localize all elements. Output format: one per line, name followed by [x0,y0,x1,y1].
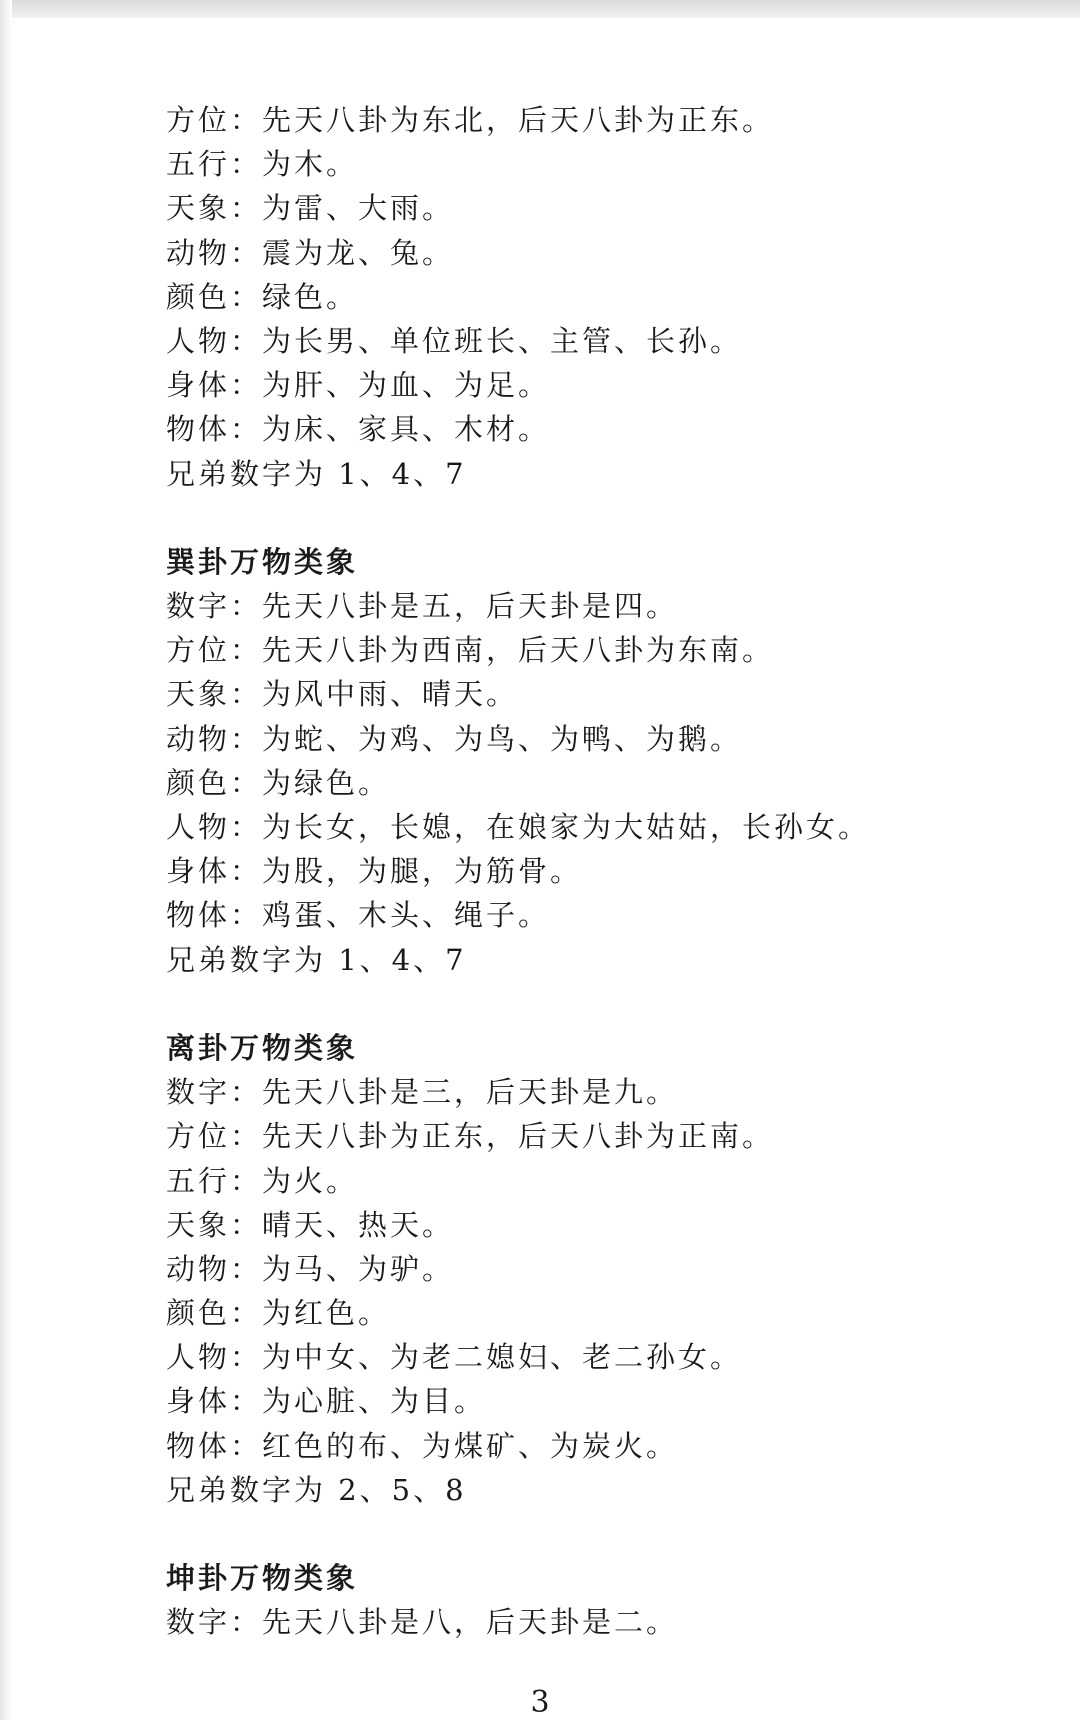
xun-person-line: 人物：为长女，长媳，在娘家为大姑姑，长孙女。 [166,810,871,844]
li-animal-line: 动物：为马、为驴。 [166,1251,455,1286]
xun-section-heading: 巽卦万物类象 [166,544,359,579]
page-number: 3 [530,1685,550,1720]
xun-color-line: 颜色：为绿色。 [166,765,391,800]
page-body [166,98,1046,1645]
li-element-line: 五行：为火。 [166,1163,359,1198]
zhen-body-line: 身体：为肝、为血、为足。 [166,368,551,403]
section-gap [166,496,1046,540]
li-brother-numbers-line: 兄弟数字为 2、5、8 [166,1472,467,1507]
xun-weather-line: 天象：为风中雨、晴天。 [166,677,519,712]
zhen-brother-numbers-line: 兄弟数字为 1、4、7 [166,456,467,491]
li-person-line: 人物：为中女、为老二媳妇、老二孙女。 [166,1340,743,1375]
scan-edge-top [0,0,1080,18]
li-body-line: 身体：为心脏、为目。 [166,1384,487,1419]
zhen-color-line: 颜色：绿色。 [166,279,359,314]
zhen-element-line: 五行：为木。 [166,147,359,182]
kun-section-heading: 坤卦万物类象 [166,1561,359,1596]
li-direction-line: 方位：先天八卦为正东，后天八卦为正南。 [166,1119,775,1154]
li-color-line: 颜色：为红色。 [166,1296,391,1331]
zhen-animal-line: 动物：震为龙、兔。 [166,235,455,270]
xun-body-line: 身体：为股，为腿，为筋骨。 [166,854,583,889]
li-section-heading: 离卦万物类象 [166,1030,359,1065]
xun-number-line: 数字：先天八卦是五，后天卦是四。 [166,589,679,624]
xun-animal-line: 动物：为蛇、为鸡、为鸟、为鸭、为鹅。 [166,721,743,756]
scan-edge-left [0,0,12,1720]
xun-direction-line: 方位：先天八卦为西南，后天八卦为东南。 [166,633,775,668]
li-object-line: 物体：红色的布、为煤矿、为炭火。 [166,1428,679,1463]
zhen-person-line: 人物：为长男、单位班长、主管、长孙。 [166,323,743,358]
xun-object-line: 物体：鸡蛋、木头、绳子。 [166,898,551,933]
zhen-direction-line: 方位：先天八卦为东北，后天八卦为正东。 [166,103,775,137]
li-number-line: 数字：先天八卦是三，后天卦是九。 [166,1075,679,1110]
li-weather-line: 天象：晴天、热天。 [166,1207,455,1242]
section-gap [166,982,1046,1026]
zhen-object-line: 物体：为床、家具、木材。 [166,412,551,447]
kun-number-line: 数字：先天八卦是八，后天卦是二。 [166,1605,679,1640]
xun-brother-numbers-line: 兄弟数字为 1、4、7 [166,942,467,977]
section-gap [166,1512,1046,1556]
zhen-weather-line: 天象：为雷、大雨。 [166,191,455,226]
